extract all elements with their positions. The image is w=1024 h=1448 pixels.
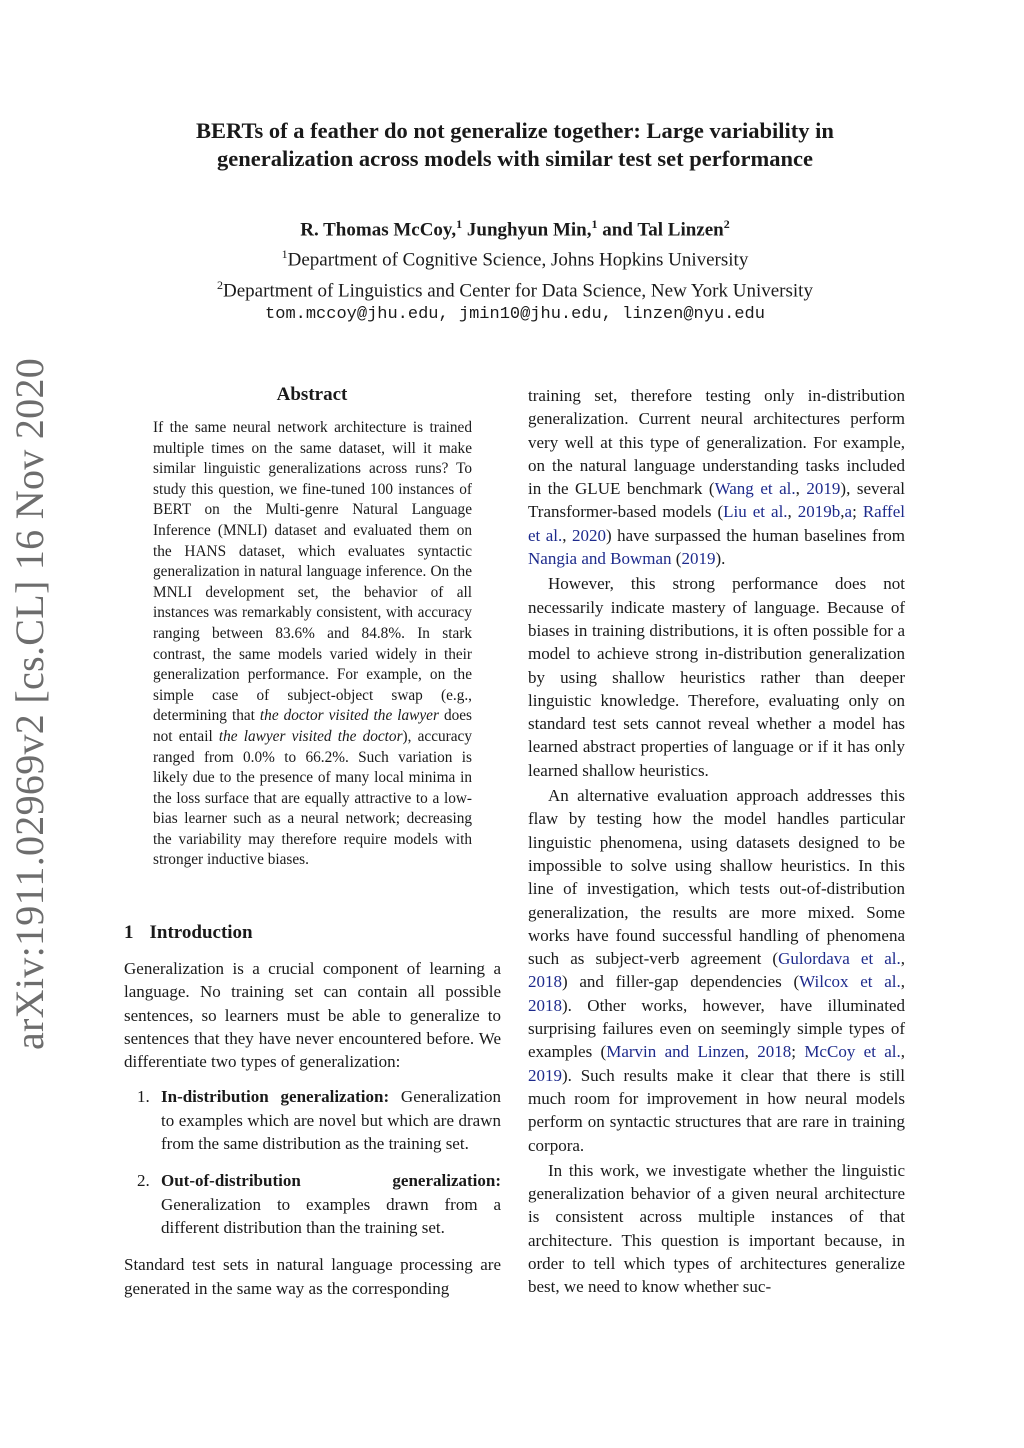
arxiv-stamp: arXiv:1911.02969v2 [cs.CL] 16 Nov 2020 [7,357,52,1050]
paper-title [120,117,910,173]
title-line-2: generalization across models with similar test set performance [217,146,813,171]
abstract-text-3: ), accuracy ranged from 0.0% to 66.2%. Such variation is likely due to the presence of many local minima in the loss surface that are equally attractive to a low-bias learner such as a neural network; decreasing the variability may therefore require models with stronger inductive biases. [153,727,472,869]
citation-link[interactable]: 2019 [528,1065,562,1085]
citation-link[interactable]: 2019 [681,549,716,569]
list-item [124,1169,501,1239]
section-title: Introduction [149,922,253,943]
citation-link[interactable]: Marvin and Linzen [606,1042,745,1062]
email-link-3[interactable]: linzen@nyu.edu [622,304,765,324]
citation-link[interactable]: Liu et al. [723,502,788,522]
affiliation-1-text: Department of Cognitive Science, Johns Hopkins University [287,249,749,271]
author-3: Tal Linzen [637,219,724,241]
abstract-text-1: If the same neural network architecture is trained multiple times on the same dataset, will it make similar linguistic generalizations across runs? To study this question, we fine-tuned 100 instances of BERT on the Multi-genre Natural Language Inference (MNLI) dataset and evaluated them on the HANS dataset, which evaluates syntactic generalization in natural language inference. On the MNLI development set, the behavior of all instances was remarkably consistent, with accuracy ranging between 83.6% and 84.8%. In stark contrast, the same models varied widely in their generalization performance. For example, on the simple case of subject-object swap (e.g., determining that [153,419,472,725]
affiliation-1-marker: 1 [281,247,288,262]
list-text: Generalization to examples which are novel but which are drawn from the same distribution as the training set. [161,1087,501,1154]
email-link-2[interactable]: jmin10@jhu.edu [458,304,602,324]
intro-paragraph-1: Generalization is a crucial component of learning a language. No training set can contain all possible sentences, so learners must be able to generalize to sentences that they have never encountered before. We differentiate two types of generalization: [124,959,501,1072]
citation-link[interactable]: Wang et al. [714,479,796,499]
abstract-example-2: the lawyer visited the doctor [218,727,403,745]
citation-link[interactable]: 2018 [528,995,562,1015]
author-2: Junghyun Min, [466,219,592,241]
citation-link[interactable]: 2019 [806,479,841,499]
citation-link[interactable]: McCoy et al. [804,1042,901,1062]
abstract-text-2: does not entail [153,707,472,745]
citation-link[interactable]: Nangia and Bowman [528,549,672,569]
citation-link[interactable]: Gulordava et al. [778,949,901,969]
author-and: and [602,219,633,241]
list-marker: 2. [137,1171,150,1191]
right-paragraph-2: However, this strong performance does not necessarily indicate mastery of language. Because of biases in training distributions, it is often possible for a model to achieve strong in-distribution generalization by using shallow heuristics rather than deeper linguistic knowledge. Therefore, evaluating only on standard test sets cannot reveal whether a model has learned abstract properties of language or if it has only learned shallow heuristics. [528,574,905,780]
abstract-body [153,418,472,871]
intro-paragraph-2: Standard test sets in natural language processing are generated in the same way as the corresponding [124,1255,501,1298]
abstract-heading: Abstract [276,384,348,405]
citation-link[interactable]: a [844,502,853,522]
title-line-1: BERTs of a feather do not generalize together: Large variability in [196,118,834,143]
author-emails: tom.mccoy@jhu.edu, jmin10@jhu.edu, linzen@nyu.edu [265,304,765,324]
list-item [124,1085,501,1155]
affiliation-2 [120,273,910,303]
author-names [120,212,910,242]
citation-link[interactable]: 2018 [757,1042,792,1062]
list-marker: 1. [137,1087,150,1107]
right-column-body [528,384,905,1299]
author-2-affil: 1 [591,217,598,231]
affiliation-2-text: Department of Linguistics and Center for Data Science, New York University [223,279,813,301]
author-block [120,212,910,327]
list-term: Out-of-distribution generalization: [161,1171,501,1191]
right-paragraph-3: An alternative evaluation approach addresses this flaw by testing how the model handles particular linguistic phenomena, using datasets designed to be impossible to solve using shallow heuristics. In this line of investigation, which tests out-of-distribution generalization, the results are more mixed. Some works have found successful handling of phenomena such as subject-verb agreement (Gulordava et al., 2018) and filler-gap dependencies (Wilcox et al., 2018). Other works, however, have illuminated surprising failures even on seemingly simple types of examples (Marvin and Linzen, 2018; McCoy et al., 2019). Such results make it clear that there is still much room for improvement in how neural models perform on syntactic structures that are rare in training corpora. [528,786,906,1155]
citation-link[interactable]: 2018 [528,972,562,992]
affiliation-2-marker: 2 [217,277,224,292]
generalization-types-list [124,1085,501,1239]
section-number: 1 [124,922,134,943]
section-heading-introduction [124,922,253,944]
abstract-example-1: the doctor visited the lawyer [259,707,439,725]
affiliation-1 [120,242,910,272]
author-1: R. Thomas McCoy, [300,219,457,241]
author-3-affil: 2 [723,217,730,231]
citation-link[interactable]: 2019b [797,502,841,522]
citation-link[interactable]: Wilcox et al. [799,972,901,992]
left-column-body [124,957,501,1300]
citation-link[interactable]: Raffel et al. [528,502,905,545]
list-text: Generalization to examples drawn from a different distribution than the training set. [161,1194,501,1237]
right-paragraph-4: In this work, we investigate whether the linguistic generalization behavior of a given neural architecture is consistent across multiple instances of that architecture. This question is important because, in order to tell which types of architectures generalize best, we need to know whether suc- [528,1160,905,1297]
right-paragraph-1: training set, therefore testing only in-distribution generalization. Current neural architectures perform very well at this type of generalization. For example, on the natural language understanding tasks included in the GLUE benchmark (Wang et al., 2019), several Transformer-based models (Liu et al., 2019b,a; Raffel et al., 2020) have surpassed the human baselines from Nangia and Bowman (2019). [528,386,905,569]
list-term: In-distribution generalization: [161,1087,390,1107]
author-1-affil: 1 [456,217,463,231]
citation-link[interactable]: 2020 [571,525,606,545]
email-link-1[interactable]: tom.mccoy@jhu.edu [265,304,439,324]
